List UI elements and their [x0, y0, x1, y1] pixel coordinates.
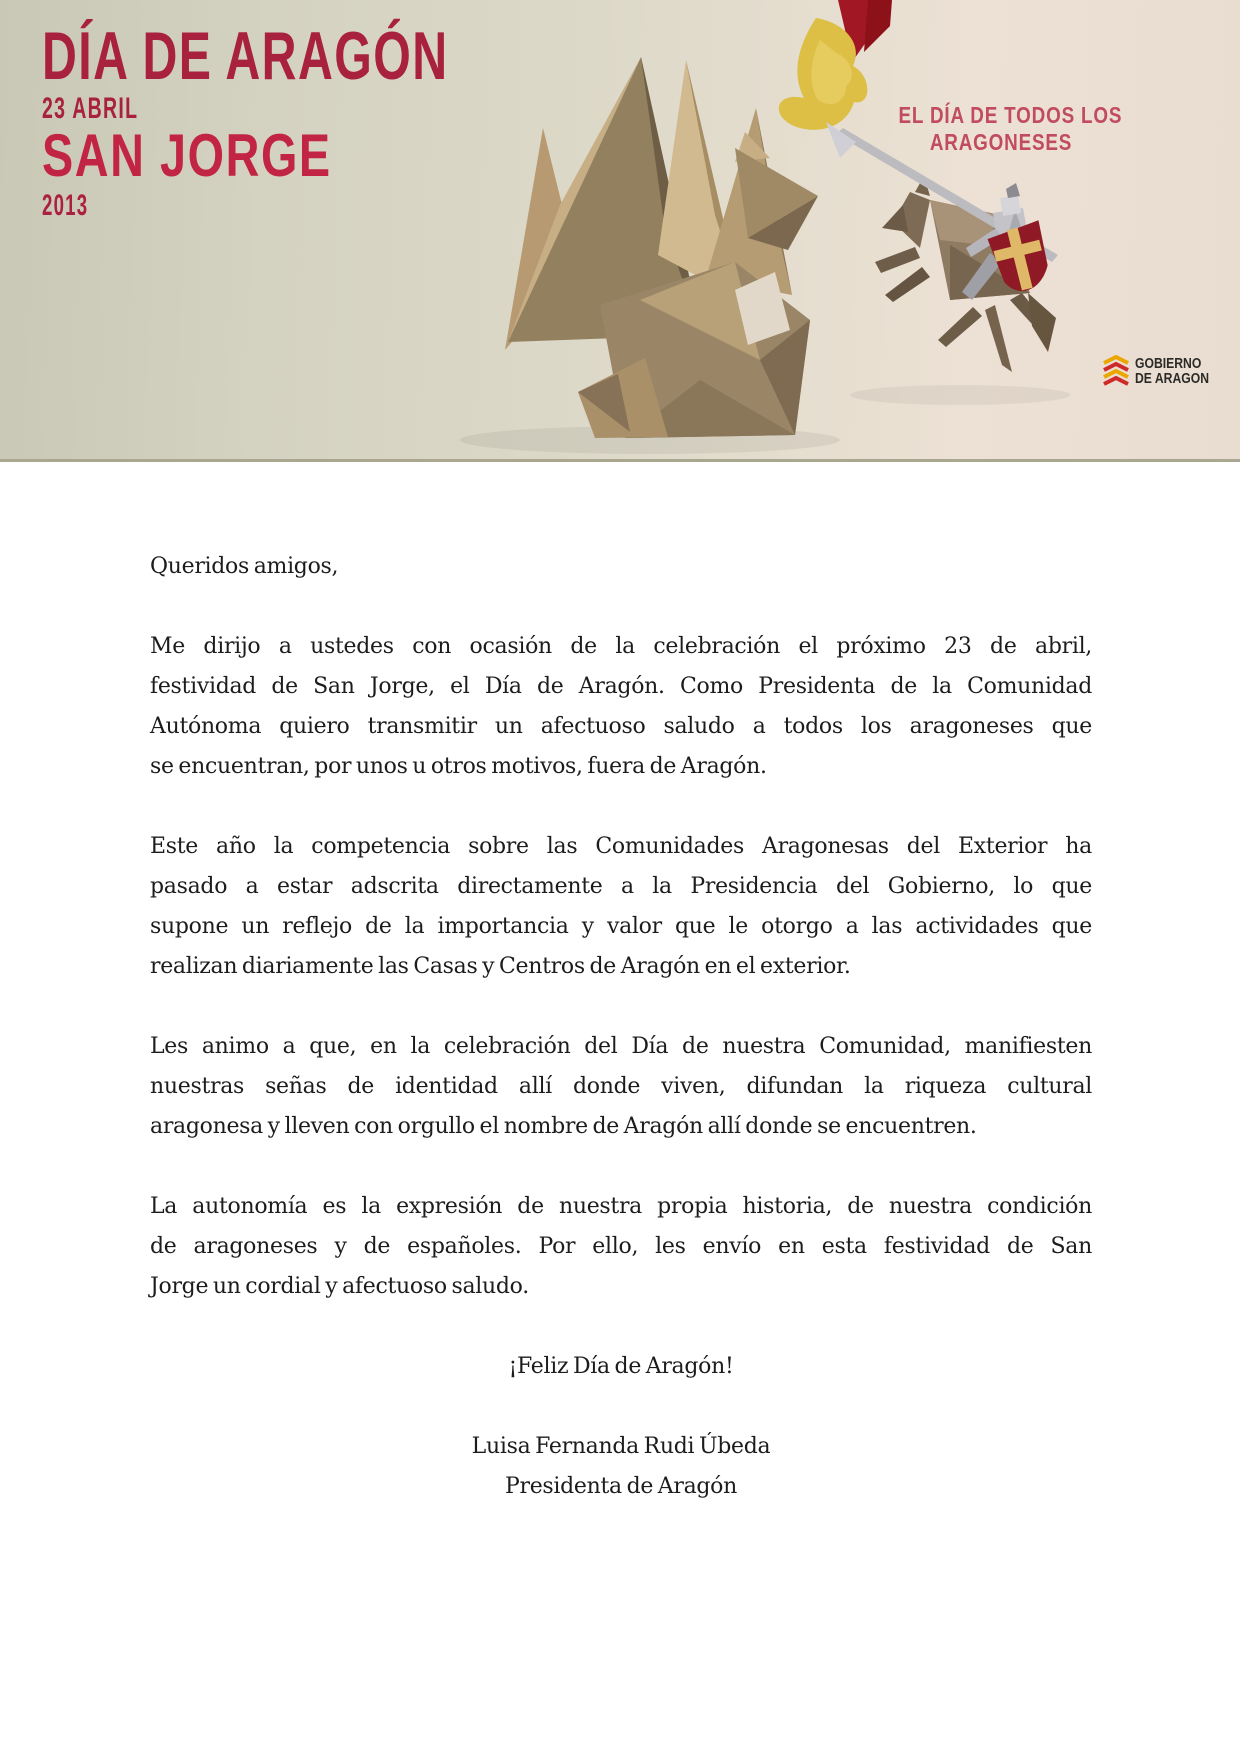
event-title-block — [42, 18, 615, 222]
letter-line: de aragoneses y de españoles. Por ello, les envío en esta festividad de San — [150, 1234, 1092, 1259]
event-year: 2013 — [42, 189, 89, 222]
event-title: DÍA DE ARAGÓN — [42, 18, 449, 94]
paragraph — [150, 1027, 1092, 1147]
tagline-line: EL DÍA DE TODOS LOS — [898, 102, 1123, 128]
knight-horse-illustration — [826, 122, 1058, 372]
letter-line: aragonesa y lleven con orgullo el nombre de Aragón allí donde se encuentren. — [150, 1114, 977, 1139]
letter-line: nuestras señas de identidad allí donde viven, difundan la riqueza cultural — [150, 1074, 1092, 1099]
event-tagline — [876, 102, 1126, 156]
tagline-line: ARAGONESES — [929, 129, 1073, 155]
event-date: 23 ABRIL — [42, 92, 139, 125]
letter-line: Este año la competencia sobre las Comunidades Aragonesas del Exterior ha — [150, 834, 1092, 859]
letter-line: Autónoma quiero transmitir un afectuoso saludo a todos los aragoneses que — [150, 714, 1092, 739]
gov-logo-text — [1135, 357, 1209, 387]
closing-line: ¡Feliz Día de Aragón! — [508, 1354, 734, 1379]
gov-logo-line: GOBIERNO — [1135, 356, 1202, 372]
aragon-stripes-icon — [1101, 355, 1131, 389]
signature-name: Luisa Fernanda Rudi Úbeda — [471, 1434, 771, 1459]
paragraph — [150, 1187, 1092, 1307]
letter-line: Me dirijo a ustedes con ocasión de la celebración el próximo 23 de abril, — [150, 634, 1092, 659]
event-saint: SAN JORGE — [42, 122, 332, 189]
letter-line: pasado a estar adscrita directamente a la Presidencia del Gobierno, lo que — [150, 874, 1092, 899]
letter-line: Les animo a que, en la celebración del Día de nuestra Comunidad, manifiesten — [150, 1034, 1092, 1059]
letter-line: festividad de San Jorge, el Día de Aragón. Como Presidenta de la Comunidad — [150, 674, 1092, 699]
letter-line: supone un reflejo de la importancia y valor que le otorgo a las actividades que — [150, 914, 1092, 939]
letter-line: se encuentran, por unos u otros motivos, fuera de Aragón. — [150, 754, 767, 779]
gobierno-de-aragon-logo — [1101, 355, 1223, 389]
letter-body — [0, 462, 1240, 1507]
letter-line: La autonomía es la expresión de nuestra propia historia, de nuestra condición — [150, 1194, 1092, 1219]
greeting: Queridos amigos, — [150, 554, 339, 579]
paragraph — [150, 827, 1092, 987]
paragraph — [150, 627, 1092, 787]
letter-line: realizan diariamente las Casas y Centros de Aragón en el exterior. — [150, 954, 851, 979]
gov-logo-line: DE ARAGON — [1135, 371, 1209, 387]
signature-title: Presidenta de Aragón — [504, 1474, 737, 1499]
event-banner — [0, 0, 1240, 462]
letter-line: Jorge un cordial y afectuoso saludo. — [150, 1274, 529, 1299]
